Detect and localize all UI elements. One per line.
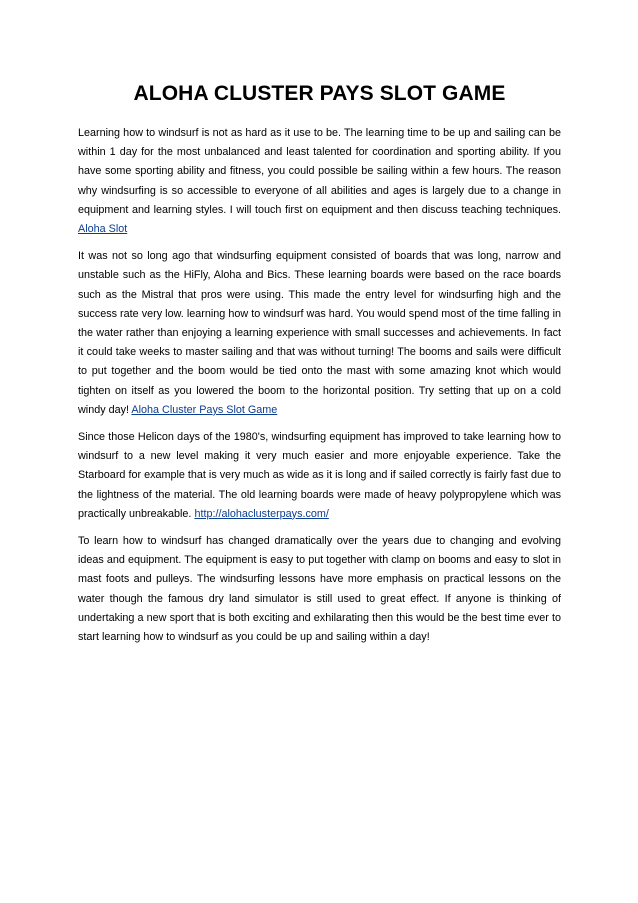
document-page xyxy=(78,80,561,655)
paragraph-1-text: Learning how to windsurf is not as hard as it use to be. The learning time to be up and sailing can be within 1 day for the most unbalanced and least talented for coordination and sporting ability. If you have some sporting ability and fitness, you could possible be sailing within a few hours. The reason why windsurfing is so accessible to everyone of all abilities and ages is largely due to a change in equipment and learning styles. I will touch first on equipment and then discuss teaching techniques. xyxy=(78,127,561,216)
paragraph-4-text: To learn how to windsurf has changed dramatically over the years due to changing and evolving ideas and equipment. The equipment is easy to put together with clamp on booms and easy to slot in mast foots and pulleys. The windsurfing lessons have more emphasis on practical lessons on the water though the famous dry land simulator is still used to great effect. If anyone is thinking of undertaking a new sport that is both exciting and exhilarating then this would be the best time ever to start learning how to windsurf as you could be up and sailing within a day! xyxy=(78,535,561,644)
paragraph-3-text: Since those Helicon days of the 1980's, windsurfing equipment has improved to take learning how to windsurf to a new level making it very much easier and more enjoyable experience. Take the Starboard for example that is very much as wide as it is long and if sailed correctly is fairly fast due to the lightness of the material. The old learning boards were made of heavy polypropylene which was practically unbreakable. xyxy=(78,431,561,520)
page-title: ALOHA CLUSTER PAYS SLOT GAME xyxy=(133,82,506,105)
paragraph-2 xyxy=(78,247,561,420)
paragraph-4 xyxy=(78,532,561,647)
paragraph-3 xyxy=(78,428,561,524)
aloha-cluster-pays-slot-game-link[interactable]: Aloha Cluster Pays Slot Game xyxy=(131,403,278,416)
paragraph-1 xyxy=(78,124,561,239)
paragraph-2-text: It was not so long ago that windsurfing equipment consisted of boards that was long, narrow and unstable such as the HiFly, Aloha and Bics. These learning boards were based on the race boards such as the Mistral that pros were using. This made the entry level for windsurfing high and the success rate very low. learning how to windsurf was hard. You would spend most of the time falling in the water rather than enjoying a learning experience with small successes and achievements. In fact it could take weeks to master sailing and that was without turning! The booms and sails were difficult to put together and the boom would be tied onto the mast with some amazing knot which would tighten on itself as you lowered the boom to the horizontal position. Try setting that up on a cold windy day! xyxy=(78,250,561,416)
alohaclusterpays-url-link[interactable]: http://alohaclusterpays.com/ xyxy=(194,507,329,520)
aloha-slot-link[interactable]: Aloha Slot xyxy=(78,223,128,236)
